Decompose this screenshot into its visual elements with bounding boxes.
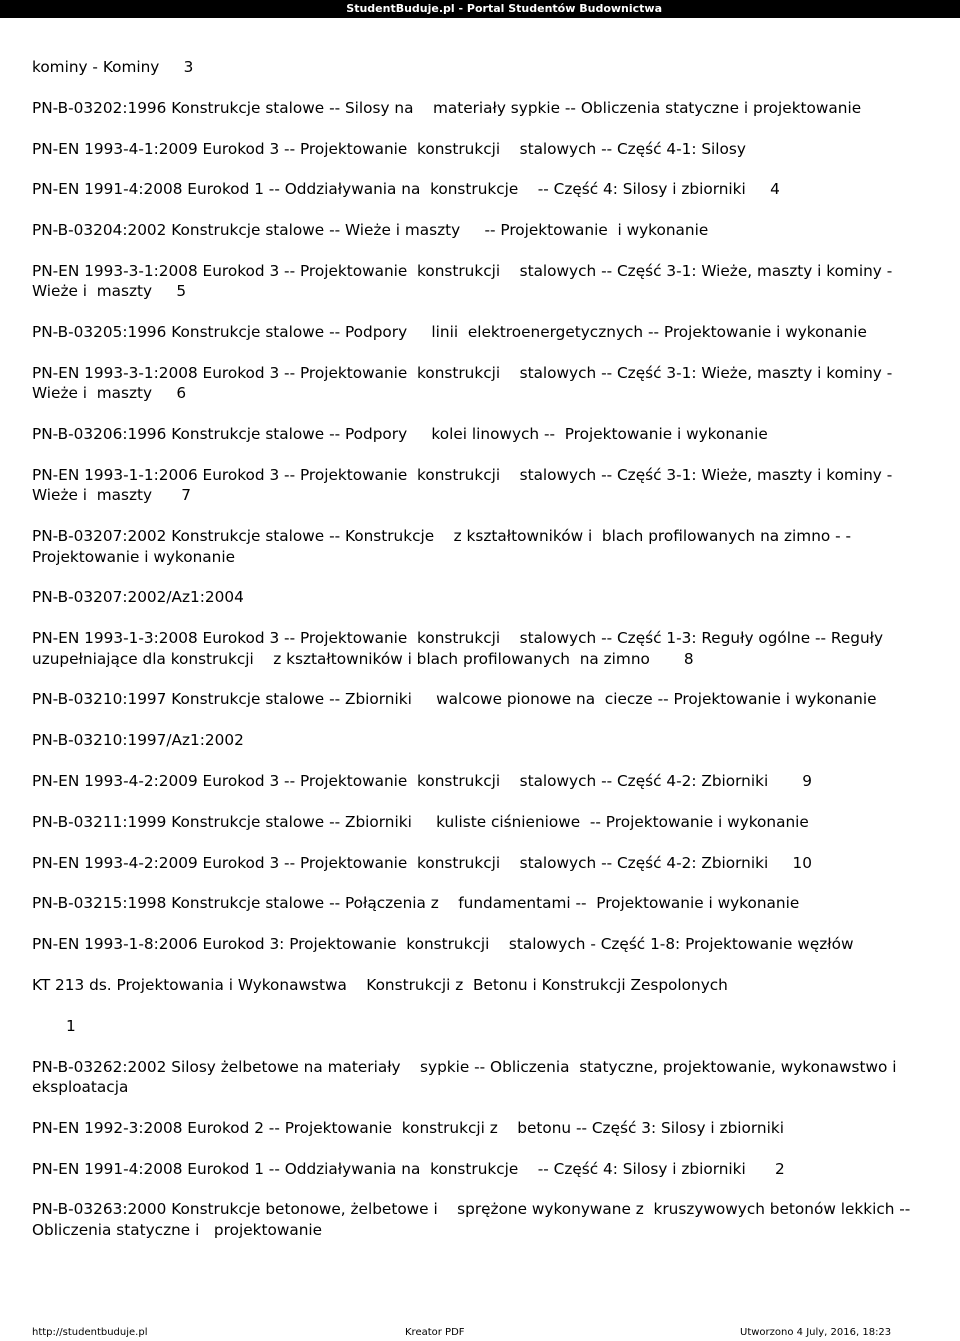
paragraph: PN-B-03210:1997/Az1:2002: [32, 731, 244, 750]
paragraph: PN-EN 1993-1-8:2006 Eurokod 3: Projektowanie konstrukcji stalowych - Część 1-8: Projektowanie węzłów: [32, 935, 854, 954]
footer-creator: Kreator PDF: [405, 1327, 465, 1338]
document-body: [32, 57, 937, 1261]
paragraph: PN-EN 1993-4-1:2009 Eurokod 3 -- Projektowanie konstrukcji stalowych -- Część 4-1: Silosy: [32, 139, 746, 158]
paragraph: PN-B-03206:1996 Konstrukcje stalowe -- Podpory kolei linowych -- Projektowanie i wykonanie: [32, 425, 768, 444]
paragraph: PN-B-03204:2002 Konstrukcje stalowe -- Wieże i maszty -- Projektowanie i wykonanie: [32, 221, 709, 240]
site-title: StudentBuduje.pl - Portal Studentów Budownictwa: [346, 2, 662, 15]
paragraph: PN-EN 1993-1-1:2006 Eurokod 3 -- Projektowanie konstrukcji stalowych -- Część 3-1: Wieże, maszty i kominy - Wieże i maszty 7: [32, 465, 898, 505]
footer-created-date: Utworzono 4 July, 2016, 18:23: [740, 1327, 892, 1338]
footer-url-link[interactable]: http://studentbuduje.pl: [32, 1327, 148, 1338]
paragraph: PN-EN 1993-3-1:2008 Eurokod 3 -- Projektowanie konstrukcji stalowych -- Część 3-1: Wieże, maszty i kominy - Wieże i maszty 5: [32, 261, 898, 301]
footer: [32, 1327, 900, 1339]
paragraph: PN-EN 1993-4-2:2009 Eurokod 3 -- Projektowanie konstrukcji stalowych -- Część 4-2: Zbiorniki 10: [32, 853, 812, 872]
paragraph: PN-B-03202:1996 Konstrukcje stalowe -- Silosy na materiały sypkie -- Obliczenia statyczne i projektowanie: [32, 98, 862, 117]
header-bar: [0, 0, 960, 18]
paragraph: PN-EN 1993-3-1:2008 Eurokod 3 -- Projektowanie konstrukcji stalowych -- Część 3-1: Wieże, maszty i kominy - Wieże i maszty 6: [32, 363, 898, 403]
paragraph: PN-B-03207:2002 Konstrukcje stalowe -- Konstrukcje z kształtowników i blach profilowanych na zimno - - Projektowanie i wykonanie: [32, 527, 856, 566]
paragraph: PN-EN 1991-4:2008 Eurokod 1 -- Oddziaływania na konstrukcje -- Część 4: Silosy i zbiorniki 4: [32, 180, 780, 199]
paragraph: PN-EN 1992-3:2008 Eurokod 2 -- Projektowanie konstrukcji z betonu -- Część 3: Silosy i zbiorniki: [32, 1118, 784, 1137]
paragraph: kominy - Kominy 3: [32, 58, 194, 76]
paragraph: PN-B-03211:1999 Konstrukcje stalowe -- Zbiorniki kuliste ciśnieniowe -- Projektowanie i wykonanie: [32, 812, 809, 831]
paragraph: PN-B-03210:1997 Konstrukcje stalowe -- Zbiorniki walcowe pionowe na ciecze -- Projektowanie i wykonanie: [32, 690, 877, 709]
paragraph: PN-B-03262:2002 Silosy żelbetowe na materiały sypkie -- Obliczenia statyczne, projektowanie, wykonawstwo i eksploatacja: [32, 1057, 902, 1096]
paragraph: PN-EN 1993-4-2:2009 Eurokod 3 -- Projektowanie konstrukcji stalowych -- Część 4-2: Zbiorniki 9: [32, 771, 812, 790]
paragraph: PN-EN 1993-1-3:2008 Eurokod 3 -- Projektowanie konstrukcji stalowych -- Część 1-3: Reguły ogólne -- Reguły uzupełniające dla konstrukcji z kształtowników i blach profilowanych na zimno 8: [32, 629, 893, 668]
paragraph: PN-B-03205:1996 Konstrukcje stalowe -- Podpory linii elektroenergetycznych -- Projektowanie i wykonanie: [32, 323, 867, 342]
paragraph: PN-B-03263:2000 Konstrukcje betonowe, żelbetowe i sprężone wykonywane z kruszywowych betonów lekkich -- Obliczenia statyczne i projektowanie: [32, 1200, 916, 1239]
page-number: 1: [66, 1016, 76, 1035]
paragraph: KT 213 ds. Projektowania i Wykonawstwa Konstrukcji z Betonu i Konstrukcji Zespolonych: [32, 975, 728, 994]
paragraph: PN-EN 1991-4:2008 Eurokod 1 -- Oddziaływania na konstrukcje -- Część 4: Silosy i zbiorniki 2: [32, 1159, 785, 1178]
paragraph: PN-B-03207:2002/Az1:2004: [32, 588, 244, 607]
paragraph: PN-B-03215:1998 Konstrukcje stalowe -- Połączenia z fundamentami -- Projektowanie i wykonanie: [32, 894, 800, 913]
